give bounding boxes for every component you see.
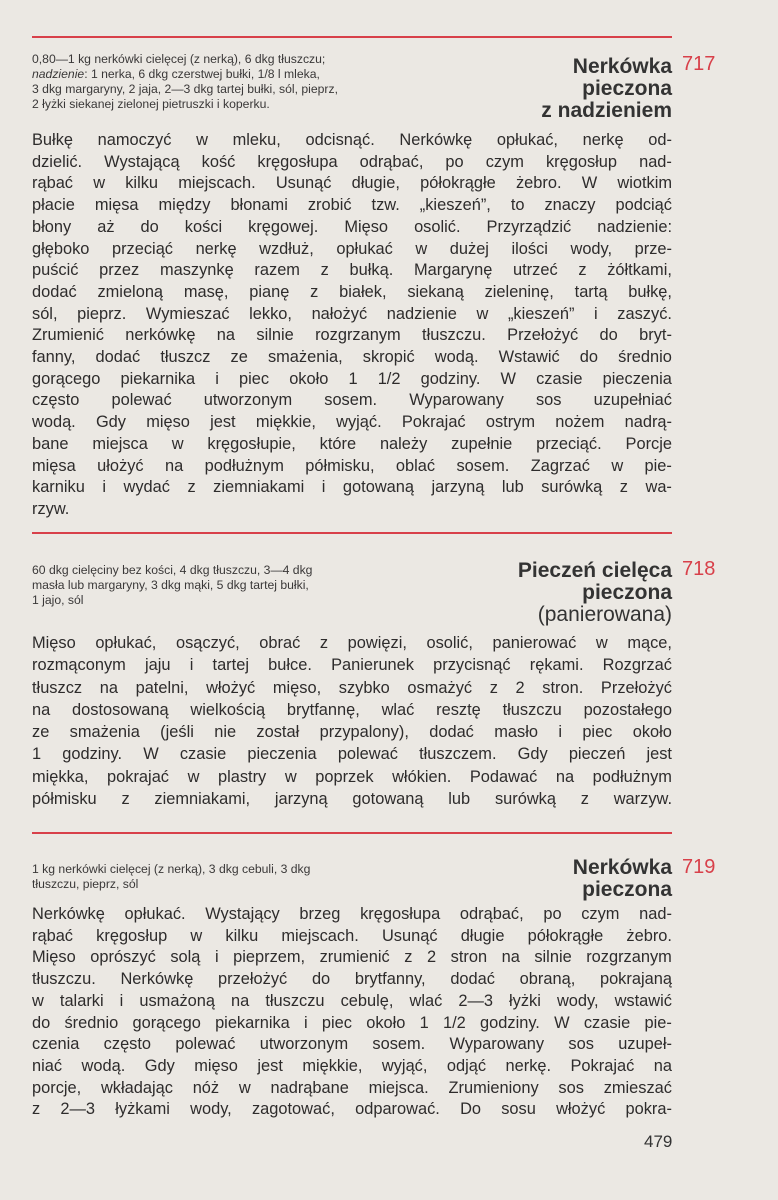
method-line: sól, pieprz. Wymieszać lekko, nałożyć nadzienie w „kieszeń” i zaszyć. (32, 304, 672, 323)
recipe-title-717 (541, 56, 672, 122)
title-line: Nerkówka (572, 55, 672, 78)
page-number: 479 (644, 1132, 673, 1151)
method-line: czenia często polewać utworzonym sosem. Wyparowany sos uzupeł- (32, 1035, 672, 1054)
method-line: dzielić. Wystającą kość kręgosłupa odrąbać, po czym kręgosłup nad- (32, 152, 672, 171)
method-line: fanny, dodać tłuszcz ze smażenia, skropić wodą. Wstawić do średnio (32, 348, 672, 367)
method-line: rąbać w kilku miejscach. Usunąć długie, półokrągłe żebro. W wiotkim (32, 174, 672, 193)
title-line: pieczona (582, 581, 672, 604)
method-line: w talarki i usmażoną na tłuszczu cebulę, wlać 2—3 łyżki wody, wstawić (32, 991, 672, 1010)
ingredient-line: masła lub margaryny, 3 dkg mąki, 5 dkg tartej bułki, (32, 578, 309, 592)
method-line: karniku i wydać z ziemniakami i gotowaną jarzyną lub surówką z wa- (32, 478, 672, 497)
method-line: bane miejsca w kręgosłupie, które należy zupełnie przeciąć. Porcje (32, 434, 672, 453)
title-line: Nerkówka (572, 856, 672, 879)
ingredient-line: 3 dkg margaryny, 2 jaja, 2—3 dkg tartej bułki, sól, pieprz, (32, 82, 338, 96)
ingredient-line: nadzienie: 1 nerka, 6 dkg czerstwej bułki, 1/8 l mleka, (32, 67, 320, 81)
ingredient-line: 2 łyżki siekanej zielonej pietruszki i koperku. (32, 97, 270, 111)
method-line: mięsa ułożyć na podłużnym półmisku, oblać sosem. Zagrzać w pie- (32, 456, 672, 475)
method-line: rzyw. (32, 499, 70, 518)
method-line: Mięso oprószyć solą i pieprzem, zrumienić z 2 stron na silnie rozgrzanym (32, 948, 672, 967)
method-line: głęboko przeciąć nerkę wzdłuż, opłukać w dużej ilości wody, prze- (32, 239, 672, 258)
method-line: Bułkę namoczyć w mleku, odcisnąć. Nerkówkę opłukać, nerkę od- (32, 131, 672, 149)
method-line: do średnio gorącego piekarnika i piec około 1 1/2 godziny. W czasie pie- (32, 1013, 672, 1032)
method-line: błony aż do kości kręgowej. Mięso osolić. Przyrządzić nadzienie: (32, 217, 672, 236)
method-line: na dostosowaną wielkością brytfannę, wlać resztę tłuszczu pozostałego (32, 700, 672, 719)
divider-rule (32, 532, 672, 534)
method-line: półmisku z ziemniakami, jarzyną gotowaną lub surówką z warzyw. (32, 790, 672, 809)
method-719 (32, 904, 672, 1121)
method-line: porcje, wkładając nóż w nadrąbane miejsca. Zrumieniony sos zmieszać (32, 1078, 672, 1097)
method-line: gorącego piekarnika i piec około 1 1/2 godziny. W czasie pieczenia (32, 369, 672, 388)
method-line: dodać zmieloną masę, pianę z białek, siekaną zieleninę, tartą bułkę, (32, 282, 672, 301)
ingredient-line: 60 dkg cielęciny bez kości, 4 dkg tłuszczu, 3—4 dkg (32, 563, 313, 577)
recipe-number-717: 717 (682, 53, 716, 75)
recipe-number-719: 719 (682, 856, 716, 878)
method-line: 1 godziny. W czasie pieczenia polewać tłuszczem. Gdy pieczeń jest (32, 745, 672, 764)
recipe-number-718: 718 (682, 558, 716, 580)
recipe-title-719 (573, 857, 672, 901)
ingredient-line: tłuszczu, pieprz, sól (32, 877, 139, 891)
method-line: płacie mięsa między błonami zrobić tzw. „kieszeń”, to znaczy podciąć (32, 196, 672, 215)
title-line: z nadzieniem (541, 99, 672, 122)
method-line: tłuszczu. Nerkówkę przełożyć do brytfanny, dodać obraną, pokrajaną (32, 970, 672, 989)
method-line: wodą. Gdy mięso jest miękkie, wyjąć. Pokrajać ostrym nożem nadrą- (32, 413, 672, 432)
method-line: miękka, pokrajać w plastry w poprzek włókien. Podawać na podłużnym (32, 767, 672, 786)
method-line: Zrumienić nerkówkę na silnie rozgrzanym tłuszczu. Przełożyć do bryt- (32, 326, 672, 345)
method-line: ze smażenia (jeśli nie został przypalony), dodać masło i piec około (32, 723, 672, 742)
method-line: Nerkówkę opłukać. Wystający brzeg kręgosłupa odrąbać, po czym nad- (32, 905, 672, 923)
method-718 (32, 632, 672, 810)
recipe-title-718 (518, 560, 672, 626)
ingredients-718 (32, 563, 452, 608)
title-line: Pieczeń cielęca (517, 559, 672, 582)
title-line: (panierowana) (537, 603, 672, 626)
method-line: często polewać utworzonym sosem. Wyparowany sos uzupełniać (32, 391, 672, 410)
divider-rule (32, 36, 672, 38)
ingredient-line: 1 kg nerkówki cielęcej (z nerką), 3 dkg cebuli, 3 dkg (32, 862, 311, 876)
title-line: pieczona (582, 878, 672, 901)
method-717 (32, 130, 672, 521)
ingredients-719 (32, 862, 452, 892)
ingredients-717 (32, 52, 452, 112)
method-line: puścić przez maszynkę razem z bułką. Margarynę utrzeć z żółtkami, (32, 261, 672, 280)
method-line: tłuszcz na patelni, włożyć mięso, szybko osmażyć z 2 stron. Przełożyć (32, 678, 672, 697)
method-line: niać wodą. Gdy mięso jest miękkie, wyjąć, odjąć nerkę. Pokrajać na (32, 1056, 672, 1075)
title-line: pieczona (582, 77, 672, 100)
method-line: Mięso opłukać, osączyć, obrać z powięzi, osolić, panierować w mące, (32, 634, 672, 652)
method-line: rąbać kręgosłup w kilku miejscach. Usunąć długie półokrągłe żebro. (32, 926, 672, 945)
method-line: rozmąconym jaju i tartej bułce. Panierunek przycisnąć rękami. Rozgrzać (32, 656, 672, 675)
method-line: z 2—3 łyżkami wody, zagotować, odparować. Do sosu włożyć pokra- (32, 1100, 672, 1119)
divider-rule (32, 832, 672, 834)
ingredient-line: 0,80—1 kg nerkówki cielęcej (z nerką), 6 dkg tłuszczu; (32, 52, 326, 66)
ingredient-line: 1 jajo, sól (32, 593, 84, 607)
